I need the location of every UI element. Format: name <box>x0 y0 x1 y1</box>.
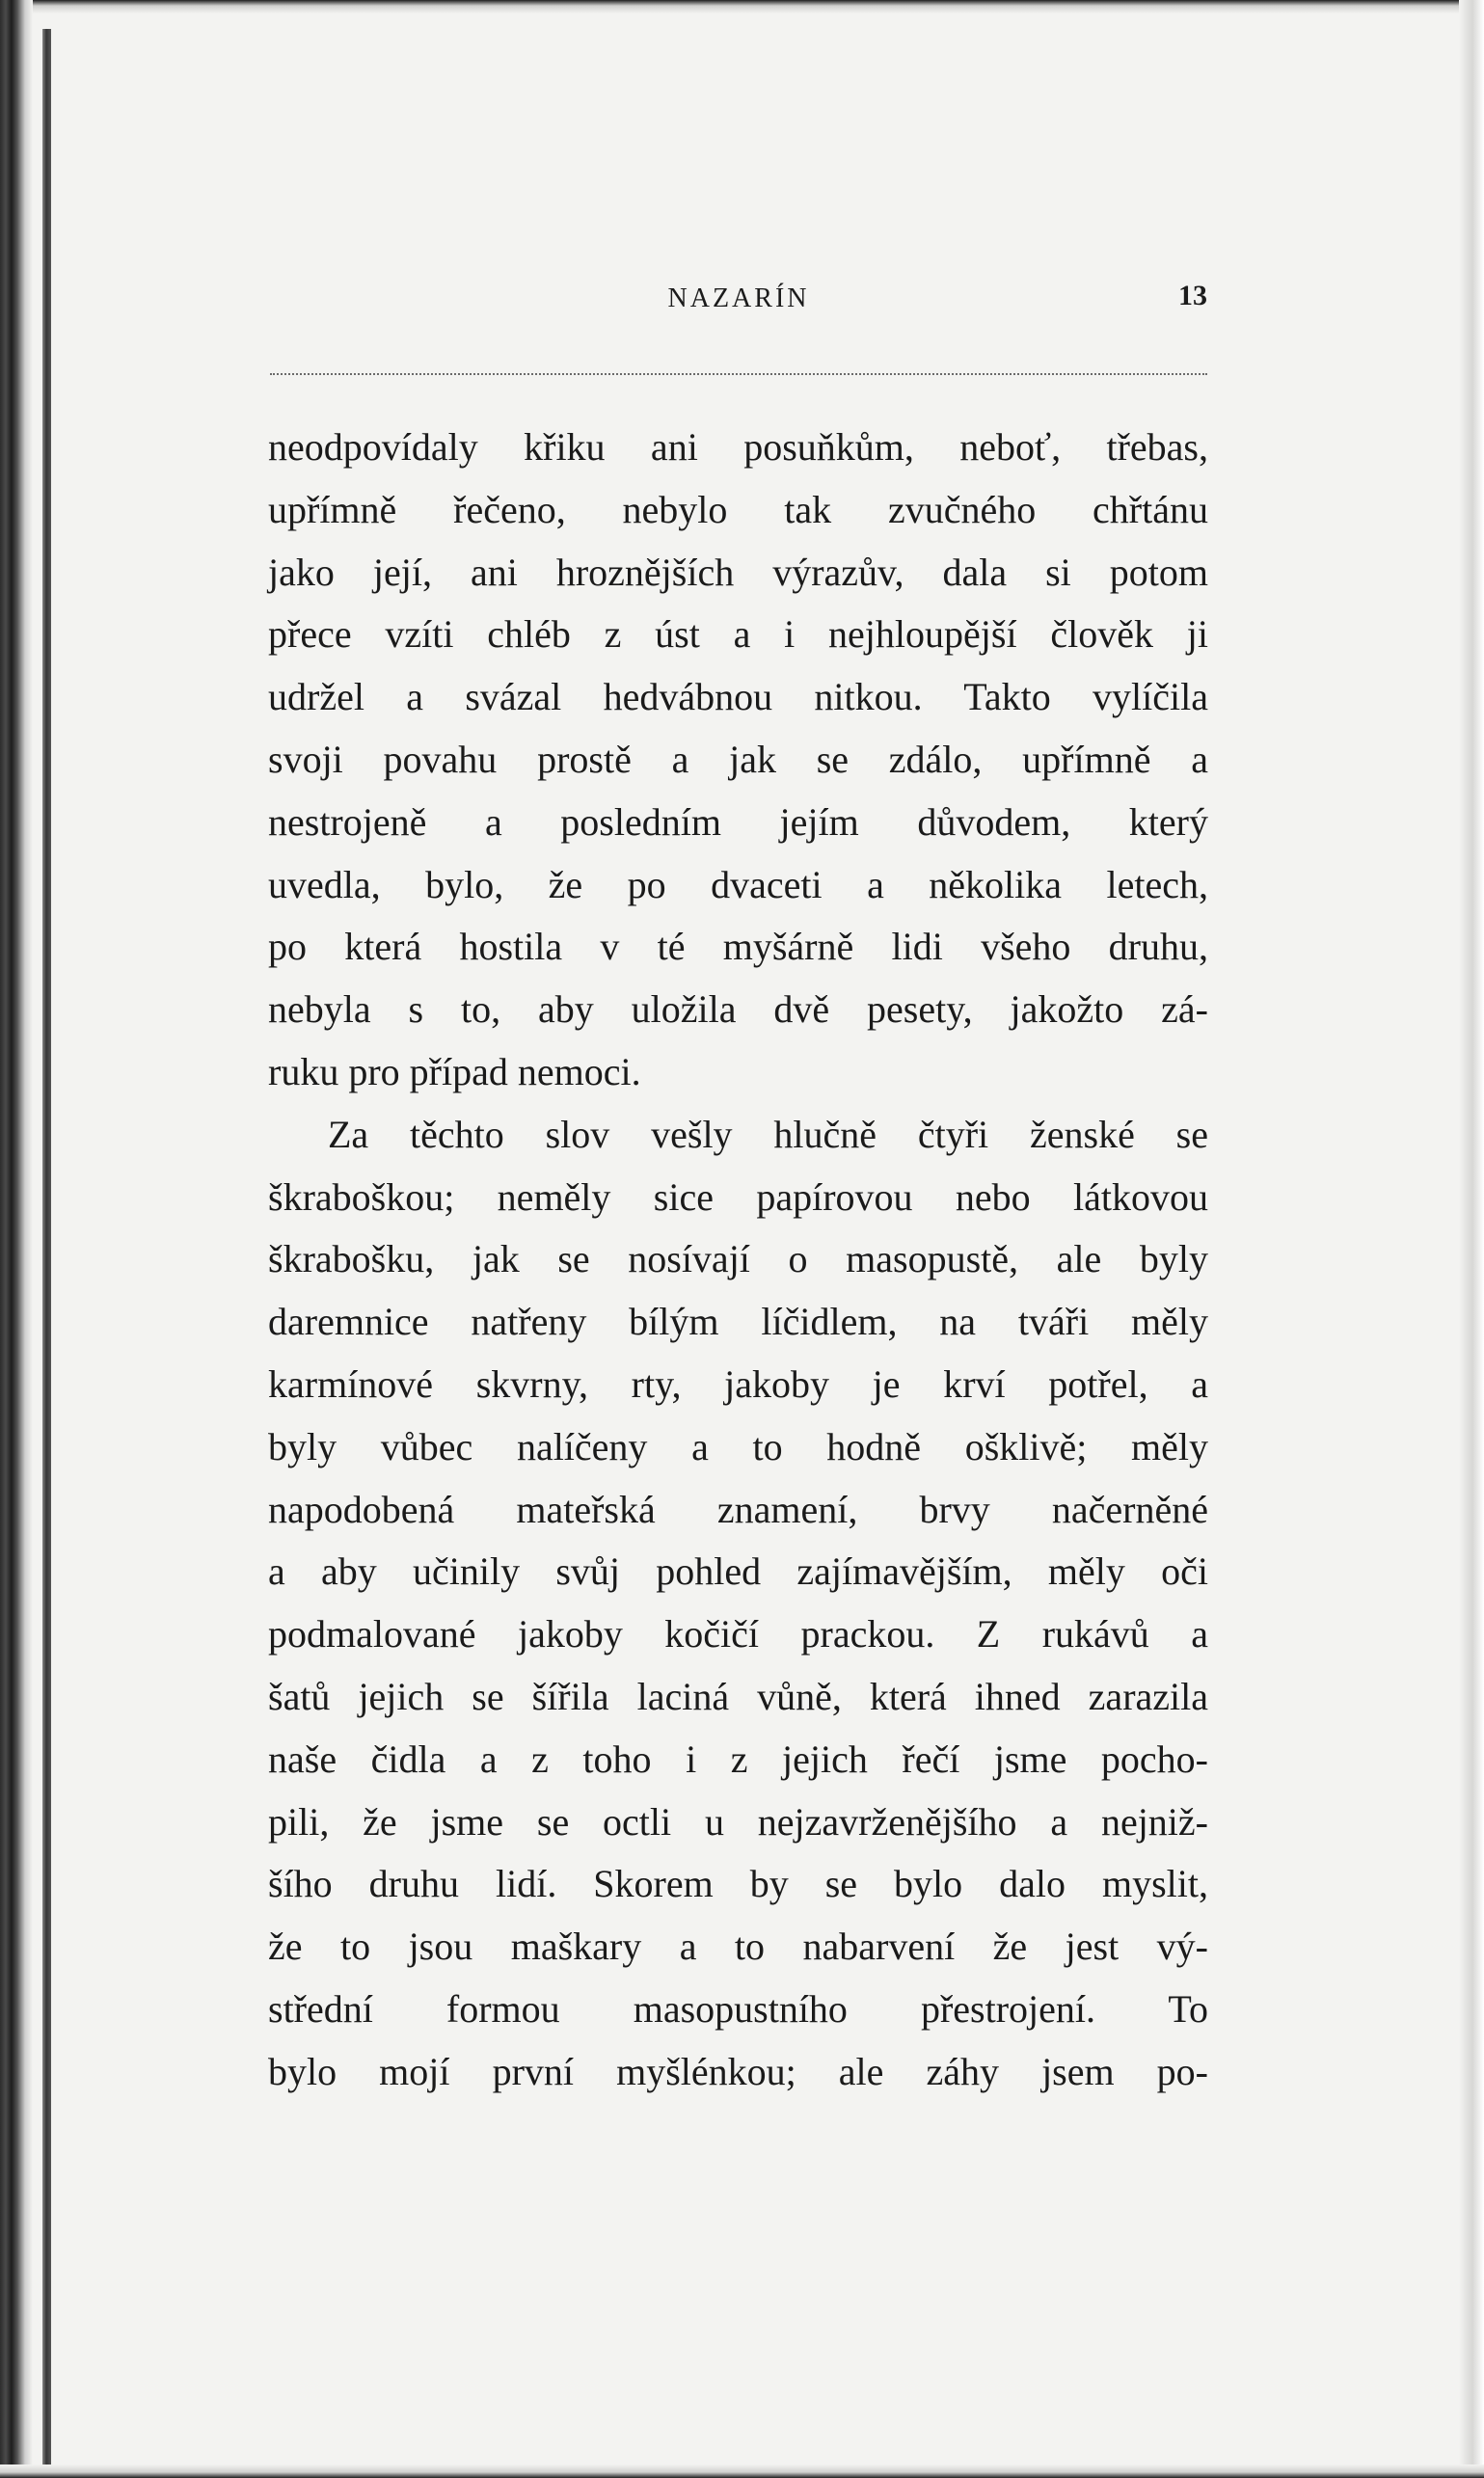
text-line: šího druhu lidí. Skorem by se bylo dalo myslit, <box>268 1862 1208 1906</box>
paragraph-end-line: ruku pro případ nemoci. <box>268 1049 641 1093</box>
text-line: pili, že jsme se octli u nejzavrženějšího a nejniž- <box>268 1799 1208 1844</box>
text-line: střední formou masopustního přestrojení. To <box>268 1986 1208 2031</box>
text-line: po která hostila v té myšárně lidi všeho druhu, <box>268 925 1208 969</box>
running-title: NAZARÍN <box>667 283 810 313</box>
text-line: neodpovídaly křiku ani posuňkům, neboť, třebas, <box>268 425 1208 469</box>
right-page-edge <box>1459 0 1484 2478</box>
text-line: bylo mojí první myšlénkou; ale záhy jsem po- <box>268 2049 1208 2093</box>
text-line: šatů jejich se šířila laciná vůně, která ihned zarazila <box>268 1674 1208 1718</box>
left-page-edge-line <box>42 29 51 2468</box>
book-spine-shadow <box>0 0 33 2478</box>
text-line: karmínové skvrny, rty, jakoby je krví potřel, a <box>268 1361 1208 1406</box>
text-line: upřímně řečeno, nebylo tak zvučného chřtánu <box>268 487 1208 531</box>
text-line: udržel a svázal hedvábnou nitkou. Takto vylíčila <box>268 675 1208 719</box>
top-scan-edge <box>0 0 1484 13</box>
text-line: napodobená mateřská znamení, brvy načerněné <box>268 1487 1208 1531</box>
running-header <box>270 280 1207 326</box>
body-text <box>268 417 1208 2104</box>
text-line: naše čidla a z toho i z jejich řečí jsme pocho- <box>268 1737 1208 1781</box>
bottom-scan-edge <box>0 2465 1484 2478</box>
header-rule <box>270 373 1207 375</box>
text-line: přece vzíti chléb z úst a i nejhloupější člověk ji <box>268 612 1208 657</box>
text-line: jako její, ani hroznějších výrazův, dala si potom <box>268 550 1208 594</box>
page-number: 13 <box>1178 280 1207 311</box>
text-line: škrabošku, jak se nosívají o masopustě, ale byly <box>268 1237 1208 1281</box>
text-line: nebyla s to, aby uložila dvě pesety, jakožto zá- <box>268 987 1208 1032</box>
text-line: byly vůbec nalíčeny a to hodně ošklivě; měly <box>268 1424 1208 1468</box>
text-line: škraboškou; neměly sice papírovou nebo látkovou <box>268 1174 1208 1219</box>
text-line: a aby učinily svůj pohled zajímavějším, měly oči <box>268 1549 1208 1594</box>
text-line: nestrojeně a posledním jejím důvodem, který <box>268 799 1208 844</box>
text-line: že to jsou maškary a to nabarvení že jest vý- <box>268 1925 1208 1969</box>
text-line: uvedla, bylo, že po dvaceti a několika letech, <box>268 862 1208 906</box>
paragraph-first-line: Za těchto slov vešly hlučně čtyři ženské se <box>328 1112 1208 1156</box>
text-line: podmalované jakoby kočičí prackou. Z rukávů a <box>268 1612 1208 1656</box>
text-line: svoji povahu prostě a jak se zdálo, upřímně a <box>268 737 1208 781</box>
text-line: daremnice natřeny bílým líčidlem, na tváři měly <box>268 1300 1208 1344</box>
